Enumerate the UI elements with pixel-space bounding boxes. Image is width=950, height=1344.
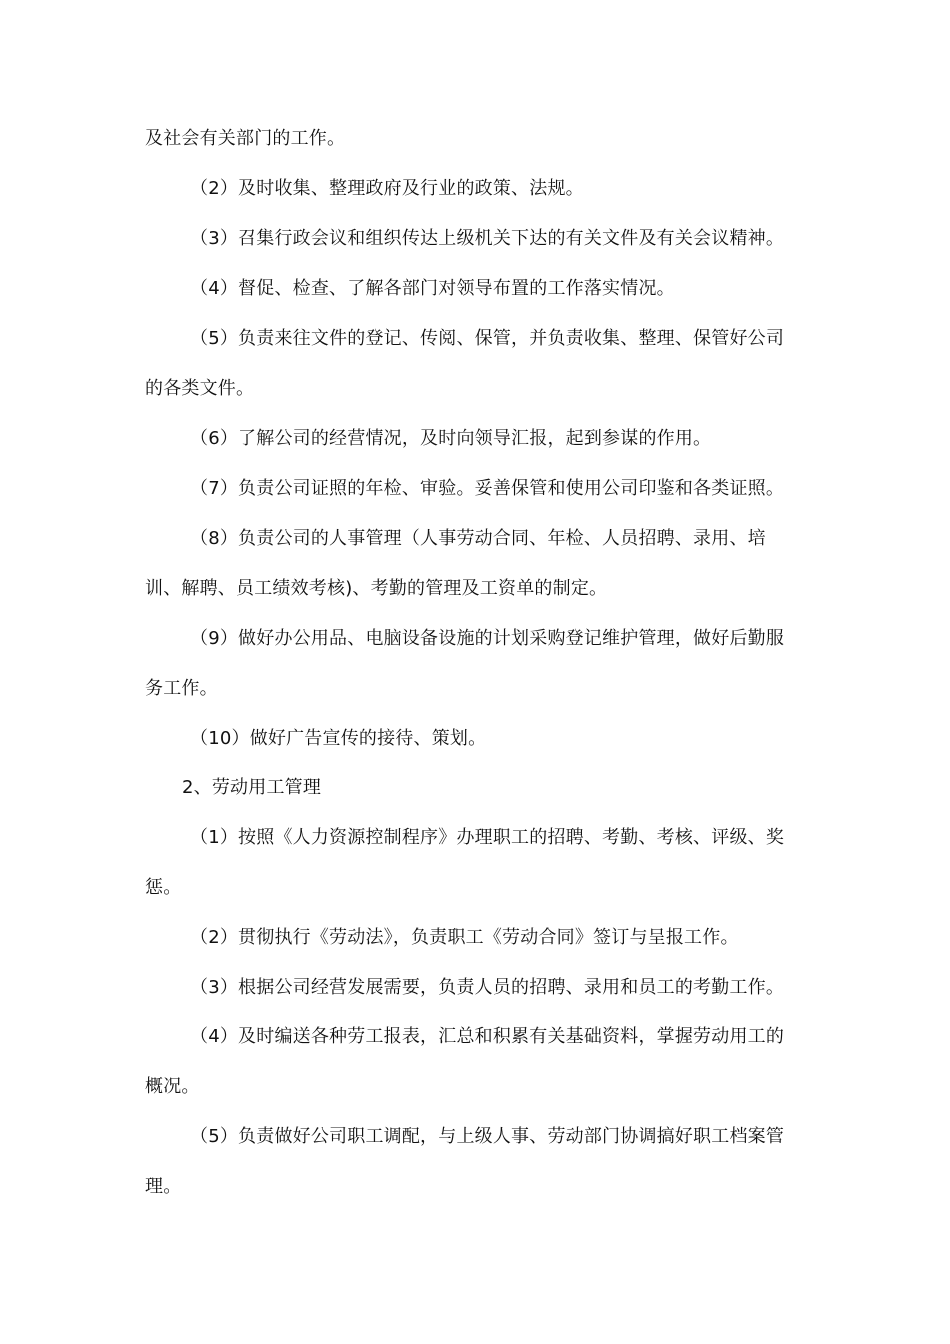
- text-line-item-8: （8）负责公司的人事管理（人事劳动合同、年检、人员招聘、录用、培: [190, 528, 766, 549]
- text-line-item-10: （10）做好广告宣传的接待、策划。: [190, 728, 487, 749]
- text-line-item-4b-cont: 概况。: [145, 1076, 200, 1097]
- text-line-item-8-cont: 训、解聘、员工绩效考核)、考勤的管理及工资单的制定。: [145, 578, 608, 599]
- text-line-item-2b: （2）贯彻执行《劳动法》，负责职工《劳动合同》签订与呈报工作。: [190, 927, 739, 948]
- text-line-item-5: （5）负责来往文件的登记、传阅、保管，并负责收集、整理、保管好公司: [190, 328, 785, 349]
- text-line-item-4b: （4）及时编送各种劳工报表，汇总和积累有关基础资料，掌握劳动用工的: [190, 1026, 785, 1047]
- text-line-item-9-cont: 务工作。: [145, 678, 218, 699]
- section-heading: 2、劳动用工管理: [182, 777, 322, 798]
- text-line-item-9: （9）做好办公用品、电脑设备设施的计划采购登记维护管理，做好后勤服: [190, 628, 785, 649]
- text-line-item-1: （1）按照《人力资源控制程序》办理职工的招聘、考勤、考核、评级、奖: [190, 827, 785, 848]
- text-line-item-5b-cont: 理。: [145, 1176, 182, 1197]
- text-line-item-5-cont: 的各类文件。: [145, 378, 255, 399]
- text-line-item-1-cont: 惩。: [145, 877, 182, 898]
- text-line-item-2: （2）及时收集、整理政府及行业的政策、法规。: [190, 178, 584, 199]
- text-line-item-6: （6）了解公司的经营情况，及时向领导汇报，起到参谋的作用。: [190, 428, 712, 449]
- text-line-item-3: （3）召集行政会议和组织传达上级机关下达的有关文件及有关会议精神。: [190, 228, 785, 249]
- text-line-item-3b: （3）根据公司经营发展需要，负责人员的招聘、录用和员工的考勤工作。: [190, 977, 785, 998]
- text-line-item-4: （4）督促、检查、了解各部门对领导布置的工作落实情况。: [190, 278, 675, 299]
- text-line-item-5b: （5）负责做好公司职工调配，与上级人事、劳动部门协调搞好职工档案管: [190, 1126, 785, 1147]
- text-line-item-7: （7）负责公司证照的年检、审验。妥善保管和使用公司印鉴和各类证照。: [190, 478, 785, 499]
- text-line-continuation: 及社会有关部门的工作。: [145, 128, 346, 149]
